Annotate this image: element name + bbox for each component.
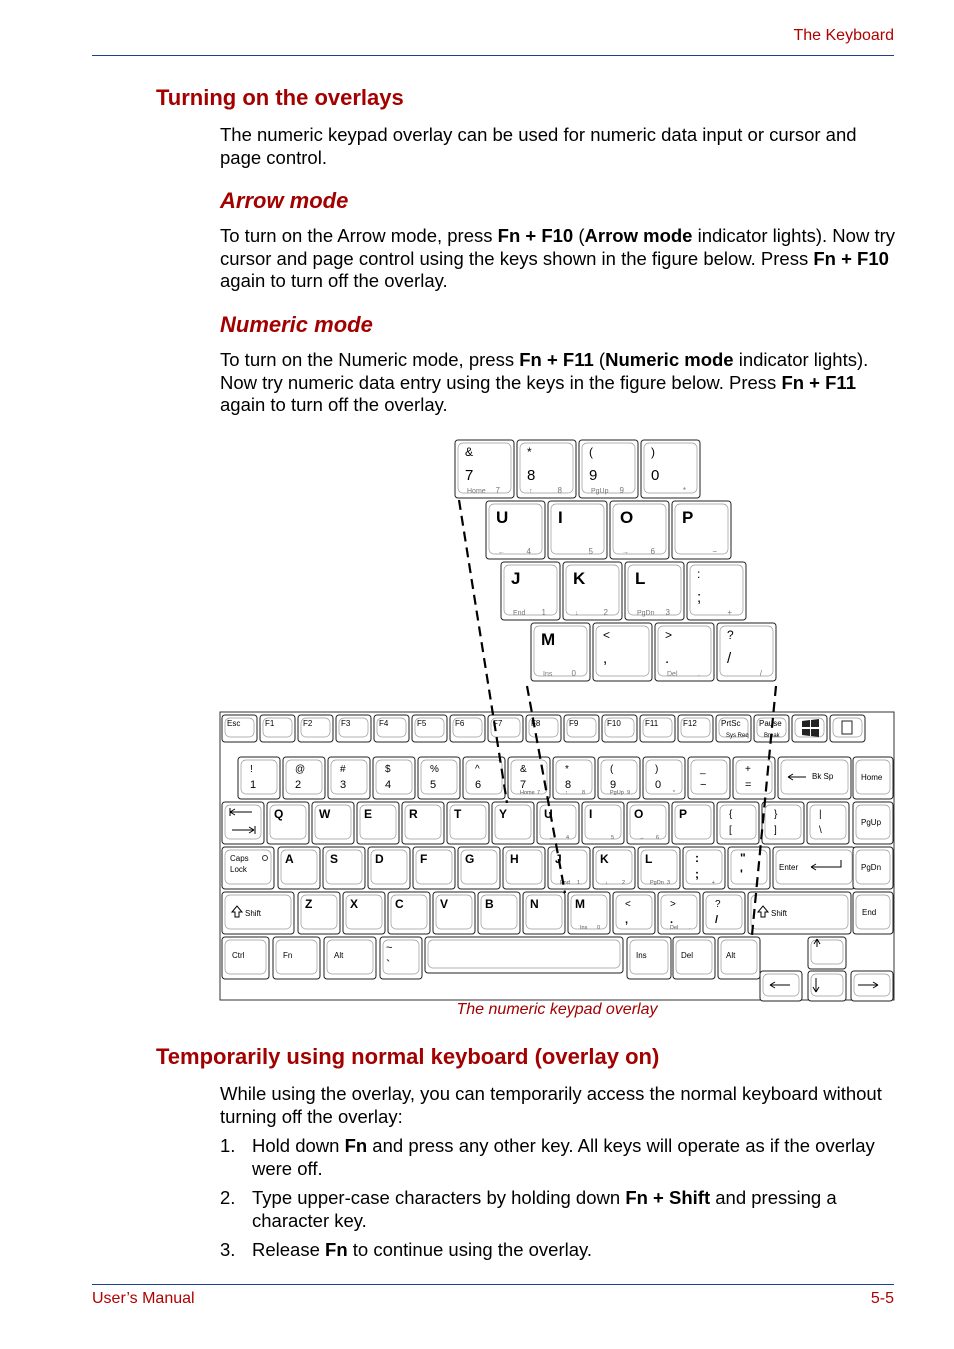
list-item: 2. Type upper-case characters by holding down Fn + Shift and pressing a character key. [220,1187,837,1231]
temporary-intro: While using the overlay, you can temporarily access the normal keyboard without turning off the overlay: [220,1083,882,1127]
zoom-overlay-number: 2 [603,608,608,617]
number-key-bottom: 3 [340,779,347,791]
home-label: Home [861,773,883,782]
symbol-key-top: | [819,809,822,820]
function-key-label: F8 [531,719,541,728]
overlay-label: End [560,880,570,886]
footer-rule [92,1284,894,1285]
end-label: End [862,908,877,917]
letter-key-label: X [350,897,359,911]
symbol-key-top: : [695,851,699,865]
overlay-label: PgDn [650,880,664,886]
overlay-number: 9 [626,790,630,796]
zoom-key-main: . [665,650,670,667]
zoom-key [486,501,545,559]
letter-key-label: L [645,852,653,866]
overlay-label: Home [520,790,535,796]
zoom-overlay-label: Ins [543,671,553,678]
symbol-key [762,802,804,844]
subsection-title-arrow: Arrow mode [220,188,349,213]
number-key [553,757,595,799]
letter-key-label: M [575,897,585,911]
symbol-key-bottom: , [625,914,629,926]
overlays-intro: The numeric keypad overlay can be used for numeric data input or cursor and page control. [220,124,857,168]
number-key-bottom: 4 [385,779,392,791]
overlay-number: 8 [581,790,585,796]
function-key-label: F11 [645,719,659,728]
number-key-bottom: 9 [610,779,617,791]
function-key-label: F1 [265,719,275,728]
function-key-sublabel: Sys Req [726,733,749,739]
section-title-overlays: Turning on the overlays [156,85,404,110]
shift-label: Shift [245,909,262,918]
overlay-number: 0 [596,925,600,931]
shift-key-right [748,892,851,934]
modifier-label: Alt [334,951,344,960]
zoom-key-top: ) [651,445,655,459]
caps-label: Caps [230,854,249,863]
space-bar [425,937,623,973]
letter-key-label: F [420,852,428,866]
letter-key-label: V [440,897,449,911]
symbol-key-top: ? [715,899,721,910]
zoom-overlay-label: → [622,549,629,556]
function-key-label: F5 [417,719,427,728]
letter-key-label: E [364,807,373,821]
letter-key-label: O [634,807,644,821]
symbol-key-top: } [774,809,778,820]
symbol-key [658,892,700,934]
number-key-bottom: 5 [430,779,437,791]
letter-key-label: D [375,852,384,866]
function-key-label: F6 [455,719,465,728]
function-key-label: F12 [683,719,697,728]
zoom-overlay-label: End [513,610,526,617]
overlay-number: 3 [666,880,670,886]
overlay-number: + [711,880,715,886]
zoom-overlay-label: Home [467,488,486,495]
pgup-label: PgUp [861,818,882,827]
number-key [373,757,415,799]
number-key-bottom: = [745,779,752,791]
zoom-key-top: > [665,628,673,642]
function-key-label: PrtSc [721,719,741,728]
number-key-top: ^ [475,764,480,775]
function-key-label: Esc [227,719,241,728]
zoom-key-top: & [465,445,474,459]
number-key-bottom: − [700,779,707,791]
function-key-label: Pause [759,719,782,728]
shift-label: Shift [771,909,788,918]
zoom-overlay-label: PgUp [591,488,609,495]
figure-caption: The numeric keypad overlay [456,1001,658,1018]
zoom-overlay-number: 1 [541,608,546,617]
number-key-bottom: 1 [250,779,257,791]
overlay-number: 6 [655,835,659,841]
zoom-key [593,623,652,681]
number-key-bottom: 7 [520,779,527,791]
zoom-overlay-label: ↓ [575,610,579,617]
alt-key-left [324,937,376,979]
zoom-overlay-label: Del [667,671,678,678]
number-key [463,757,505,799]
modifier-label: Ctrl [232,951,245,960]
zoom-overlay-number: − [712,547,717,556]
running-header: The Keyboard [793,27,894,44]
symbol-key-bottom: \ [819,825,822,836]
zoom-key [687,562,746,620]
number-key-top: ( [610,764,614,775]
letter-key-label: P [679,807,688,821]
pgdn-label: PgDn [861,863,882,872]
overlay-label: Ins [580,925,588,931]
zoom-key-main: P [682,508,694,527]
zoom-key [641,440,700,498]
ins-key [627,937,671,979]
zoom-key-main: 8 [527,467,536,484]
number-key-bottom: 6 [475,779,482,791]
tilde-bottom: ` [386,957,391,972]
overlay-label: → [639,835,645,841]
zoom-key-main: , [603,650,608,667]
zoom-key-main: 0 [651,467,660,484]
zoom-overlay-label: ↑ [529,488,533,495]
footer-manual-title: User’s Manual [92,1290,195,1307]
backspace-label: Bk Sp [812,772,834,781]
zoom-key-main: ; [697,589,702,606]
symbol-key-top: { [729,809,733,820]
del-key [673,937,715,979]
tilde-top: ~ [386,942,393,954]
caps-label: Lock [230,865,247,874]
symbol-key [728,847,770,889]
function-key-label: F4 [379,719,389,728]
letter-key-label: J [555,852,562,866]
letter-key-label: Z [305,897,313,911]
overlay-number: . [688,925,690,931]
subsection-title-numeric: Numeric mode [220,312,373,337]
zoom-key-main: M [541,630,556,649]
function-key-label: F3 [341,719,351,728]
zoom-key-main: O [620,508,634,527]
list-item: 1. Hold down Fn and press any other key. All keys will operate as if the overlay were off. [220,1135,875,1179]
number-key-top: _ [700,764,706,775]
symbol-key [717,802,759,844]
number-key-top: & [520,764,527,775]
letter-key-label: W [319,807,331,821]
symbol-key [613,892,655,934]
ctrl-key [222,937,269,979]
number-key [328,757,370,799]
zoom-overlay-number: 7 [495,486,500,495]
zoom-key-main: U [496,508,509,527]
arrow-paragraph: To turn on the Arrow mode, press Fn + F10 (Arrow mode indicator lights). Now try cursor and page control using the keys shown in the figure below. Press Fn + F10 again to turn off the overlay. [220,225,896,291]
number-key-top: ) [655,764,659,775]
overlay-label: ← [549,835,555,841]
zoom-overlay-number: 4 [526,547,531,556]
tab-key [222,802,264,844]
del-label: Del [681,951,694,960]
numeric-paragraph: To turn on the Numeric mode, press Fn + F11 (Numeric mode indicator lights). Now try numeric data entry using the keys in the figure below. Press Fn + F11 again to turn off the overlay. [220,349,869,415]
symbol-key [703,892,745,934]
zoom-key [531,623,590,681]
zoom-overlay-number: 8 [557,486,562,495]
number-key [688,757,730,799]
letter-key-label: T [454,807,462,821]
zoom-key [501,562,560,620]
overlay-number: 7 [536,790,540,796]
letter-key-label: Y [499,807,508,821]
letter-key-label: I [589,807,593,821]
ins-label: Ins [636,951,647,960]
steps-list [220,1135,895,1262]
symbol-key-bottom: ; [695,867,699,881]
function-key-label: F9 [569,719,579,728]
number-key-bottom: 8 [565,779,572,791]
zoom-key [655,623,714,681]
zoom-key-top: : [697,567,701,581]
zoom-key [717,623,776,681]
letter-key-label: K [600,852,609,866]
letter-key-label: S [330,852,339,866]
symbol-key-top: " [740,851,746,865]
symbol-key-bottom: ' [740,867,743,881]
symbol-key-top: > [670,899,676,910]
symbol-key [683,847,725,889]
zoom-overlay-number: * [682,486,686,495]
number-key-top: + [745,764,751,775]
overlay-number: 5 [610,835,614,841]
number-key [733,757,775,799]
zoom-key-main: K [573,569,586,588]
function-key-label: F10 [607,719,621,728]
arrow-down-key [808,971,846,1001]
arrow-left-key [760,971,802,1001]
zoom-overlay-label: PgDn [637,610,655,617]
number-key-top: # [340,764,346,775]
zoom-overlay-number: 3 [665,608,670,617]
symbol-key-bottom: ] [774,825,777,836]
zoom-key-top: ? [727,628,734,642]
number-key [238,757,280,799]
zoom-key-main: J [511,569,521,588]
function-key-label: F7 [493,719,503,728]
letter-key-label: Q [274,807,284,821]
symbol-key-top: < [625,899,631,910]
modifier-label: Alt [726,951,736,960]
zoom-overlay-label: ← [498,549,505,556]
zoom-key-main: I [558,508,563,527]
zoom-key [563,562,622,620]
overlay-number: 2 [621,880,625,886]
overlay-label: PgUp [610,790,624,796]
function-key-sublabel: Break [764,733,780,739]
overlay-number: * [672,790,675,796]
zoom-key [548,501,607,559]
alt-key-right [718,937,760,979]
number-key-top: $ [385,764,391,775]
zoom-overlay-number: 6 [650,547,655,556]
zoom-key-main: 7 [465,467,474,484]
overlay-number: 1 [576,880,580,886]
number-key [643,757,685,799]
zoom-overlay-number: / [759,669,762,678]
zoom-overlay-number: 5 [588,547,593,556]
enter-label: Enter [779,863,799,872]
zoom-key-main: 9 [589,467,598,484]
fn-key [273,937,320,979]
symbol-key-bottom: / [715,914,719,926]
section-title-temporary: Temporarily using normal keyboard (overlay on) [156,1044,660,1069]
zoom-key-top: ( [589,445,593,459]
letter-key-label: G [465,852,475,866]
zoom-key [610,501,669,559]
symbol-key [807,802,849,844]
overlay-label: Del [670,925,679,931]
arrow-right-key [851,971,893,1001]
number-key-top: @ [295,764,306,775]
zoom-overlay-number: 9 [619,486,624,495]
zoom-key-top: * [527,445,532,459]
zoom-key [517,440,576,498]
zoom-overlay-number: + [727,608,732,617]
letter-key-label: C [395,897,404,911]
overlay-label: ↓ [605,880,608,886]
number-key-top: % [430,764,439,775]
number-key-top: ! [250,764,253,775]
letter-key-label: N [530,897,539,911]
modifier-label: Fn [283,951,293,960]
overlay-number: 4 [565,835,569,841]
list-item: 3. Release Fn to continue using the overlay. [220,1239,593,1260]
zoom-key [672,501,731,559]
page-number: 5-5 [870,1290,894,1307]
function-key-label: F2 [303,719,313,728]
letter-key-label: H [510,852,519,866]
number-key-bottom: 0 [655,779,662,791]
zoom-overlay-number: 0 [571,669,576,678]
letter-key-label: A [285,852,294,866]
number-key-top: * [565,764,569,775]
letter-key-label: R [409,807,418,821]
symbol-key-bottom: . [670,914,674,926]
zoom-key-main: / [727,650,732,667]
zoom-key-top: < [603,628,611,642]
overlay-label: ↑ [565,790,568,796]
number-key [418,757,460,799]
zoom-key-main: L [635,569,646,588]
symbol-key-bottom: [ [729,825,732,836]
number-key-bottom: 2 [295,779,302,791]
letter-key-label: U [544,807,553,821]
zoom-overlay-number: . [697,669,700,678]
letter-key-label: B [485,897,494,911]
